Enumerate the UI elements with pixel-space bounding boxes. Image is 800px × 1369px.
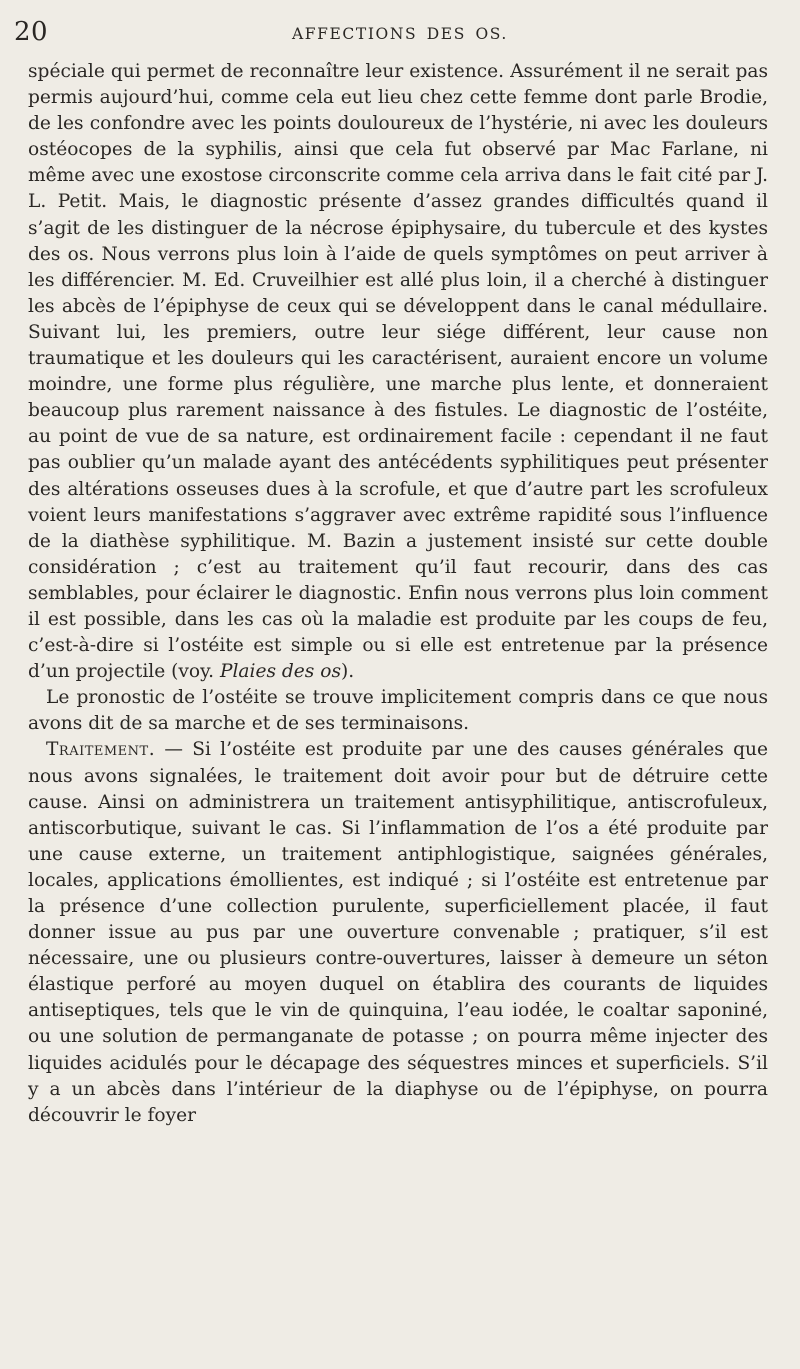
paragraph-prognosis: Le pronostic de l’ostéite se trouve implicitement compris dans ce que nous avons dit de sa marche et de ses terminaisons.: [28, 687, 768, 735]
body-text: [28, 59, 768, 1129]
page-number: 20: [14, 17, 49, 47]
paragraph-treatment-text: — Si l’ostéite est produite par une des causes générales que nous avons signalées, le traitement doit avoir pour but de détruire cette cause. Ainsi on administrera un traitement antisyphilitique, antiscrofuleux, antiscorbutique, suivant le cas. Si l’inflammation de l’os a été produite par une cause externe, un traitement antiphlogistique, saignées générales, locales, applications émollientes, est indiqué ; si l’ostéite est entretenue par la présence d’une collection purulente, superficiellement placée, il faut donner issue au pus par une ouverture convenable ; pratiquer, s’il est nécessaire, une ou plusieurs contre-ouvertures, laisser à demeure un séton élastique perforé au moyen duquel on établira des courants de liquides antiseptiques, tels que le vin de quinquina, l’eau iodée, le coaltar saponiné, ou une solution de permanganate de potasse ; on pourra même injecter des liquides acidulés pour le décapage des séquestres minces et superficiels. S’il y a un abcès dans l’intérieur de la diaphyse ou de l’épiphyse, on pourra découvrir le foyer: [28, 739, 768, 1126]
paragraph-diagnostic-text: spéciale qui permet de reconnaître leur existence. Assurément il ne serait pas permis aujourd’hui, comme cela eut lieu chez cette femme dont parle Brodie, de les confondre avec les points douloureux de l’hystérie, ni avec les douleurs ostéocopes de la syphilis, ainsi que cela fut observé par Mac Farlane, ni même avec une exostose circonscrite comme cela arriva dans le fait cité par J. L. Petit. Mais, le diagnostic présente d’assez grandes difficultés quand il s’agit de les distinguer de la nécrose épiphysaire, du tubercule et des kystes des os. Nous verrons plus loin à l’aide de quels symptômes on peut arriver à les différencier. M. Ed. Cruveilhier est allé plus loin, il a cherché à distinguer les abcès de l’épiphyse de ceux qui se développent dans le canal médullaire. Suivant lui, les premiers, outre leur siége différent, leur cause non traumatique et les douleurs qui les caractérisent, auraient encore un volume moindre, une forme plus régulière, une marche plus lente, et donneraient beaucoup plus rarement naissance à des fistules. Le diagnostic de l’ostéite, au point de vue de sa nature, est ordinairement facile : cependant il ne faut pas oublier qu’un malade ayant des antécédents syphilitiques peut présenter des altérations osseuses dues à la scrofule, et que d’autre part les scrofuleux voient leurs manifestations s’aggraver avec extrême rapidité sous l’influence de la diathèse syphilitique. M. Bazin a justement insisté sur cette double considération ; c’est au traitement qu’il faut recourir, dans des cas semblables, pour éclairer le diagnostic. Enfin nous verrons plus loin comment il est possible, dans les cas où la maladie est produite par les coups de feu, c’est-à-dire si l’ostéite est simple ou si elle est entretenue par la présence d’un projectile (voy.: [28, 61, 768, 683]
paragraph-diagnostic: [28, 59, 768, 685]
section-heading-treatment: Traitement.: [46, 739, 156, 761]
cross-reference: Plaies des os: [219, 661, 341, 683]
running-head: AFFECTIONS DES OS.: [292, 25, 508, 43]
paragraph-diagnostic-end: ).: [341, 661, 355, 683]
paragraph-treatment: [28, 737, 768, 1128]
